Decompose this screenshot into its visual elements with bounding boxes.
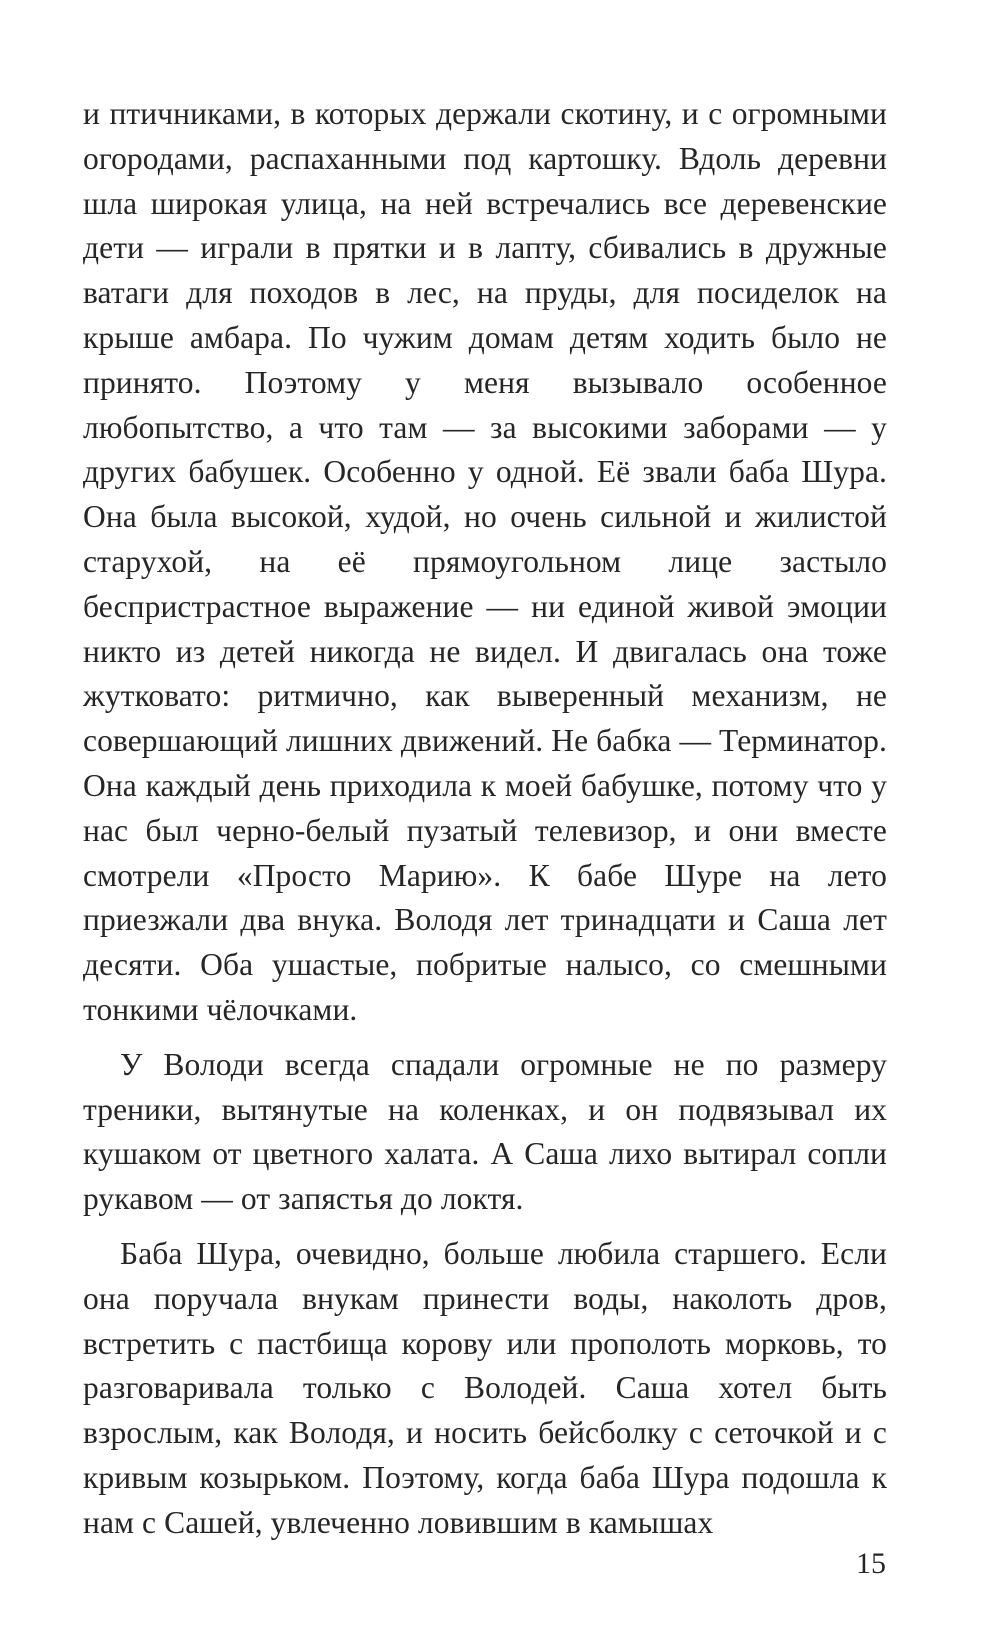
paragraph-baba-shura: Баба Шура, очевидно, больше любила старшего. Если она поручала внукам принести воды, наколоть дров, встретить с пастбища корову или прополоть морковь, то разговаривала только с Володей. Саша хотел быть взрослым, как Володя, и носить бейсболку с сеточкой и с кривым козырьком. Поэтому, когда баба Шура подошла к нам с Сашей, увлеченно ловившим в камышах [83, 1235, 887, 1540]
paragraph-continued: и птичниками, в которых держали скотину, и с огромными огородами, распаханными под картошку. Вдоль деревни шла широкая улица, на ней встречались все деревенские дети — играли в прятки и в лапту, сбивались в дружные ватаги для походов в лес, на пруды, для посиделок на крыше амбара. По чужим домам детям ходить было не принято. Поэтому у меня вызывало особенное любопытство, а что там — за высокими заборами — у других бабушек. Особенно у одной. Её звали баба Шура. Она была высокой, худой, но очень сильной и жилистой старухой, на её прямоугольном лице застыло беспристрастное выражение — ни единой живой эмоции никто из детей никогда не видел. И двигалась она тоже жутковато: ритмично, как выверенный механизм, не совершающий лишних движений. Не бабка — Терминатор. Она каждый день приходила к моей бабушке, потому что у нас был черно-белый пузатый телевизор, и они вместе смотрели «Просто Марию». К бабе Шуре на лето приезжали два внука. Володя лет тринадцати и Саша лет десяти. Оба ушастые, побритые налысо, со смешными тонкими чёлочками. [83, 96, 887, 1027]
paragraph-volodya: У Володи всегда спадали огромные не по размеру треники, вытянутые на коленках, и он подвязывал их кушаком от цветного халата. А Саша лихо вытирал сопли рукавом — от запястья до локтя. [83, 1046, 887, 1217]
page-number: 15 [856, 1547, 886, 1580]
body-text [83, 92, 887, 1546]
